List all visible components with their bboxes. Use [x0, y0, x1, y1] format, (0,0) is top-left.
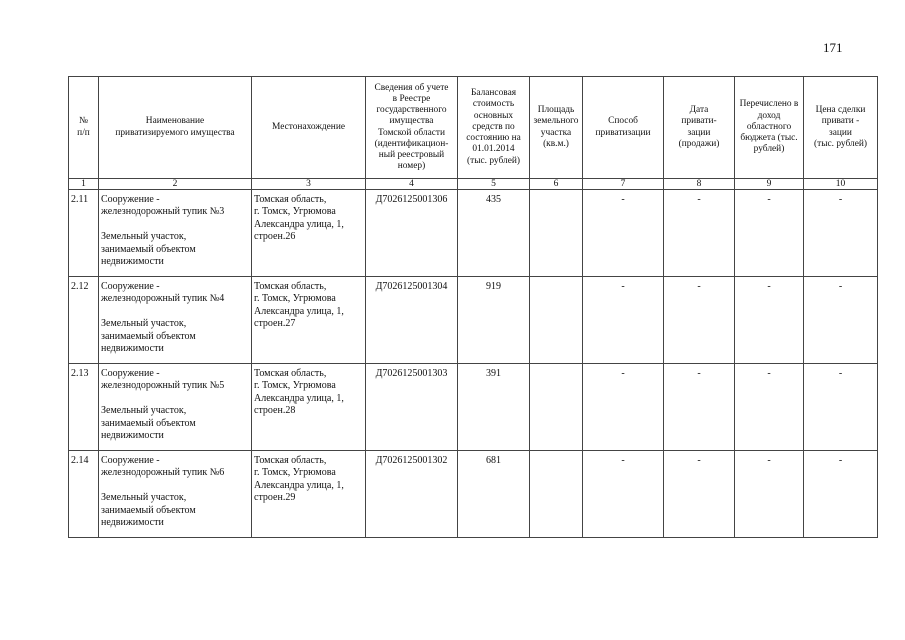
deal-price: - — [804, 277, 878, 364]
header-date: Дата привати- зации (продажи) — [664, 77, 735, 179]
header-transferred: Перечислено в доход областного бюджета (тыс. рублей) — [735, 77, 804, 179]
privatization-date: - — [664, 451, 735, 538]
object-location: Томская область, г. Томск, Угрюмова Александра улица, 1, строен.29 — [252, 451, 366, 538]
column-number: 8 — [664, 179, 735, 190]
registry-number: Д7026125001302 — [366, 451, 458, 538]
row-number: 2.11 — [69, 190, 99, 277]
column-number: 3 — [252, 179, 366, 190]
table-row — [69, 451, 878, 538]
page-number: 171 — [823, 40, 843, 55]
land-area — [530, 190, 583, 277]
header-name: Наименование приватизируемого имущества — [99, 77, 252, 179]
row-number: 2.12 — [69, 277, 99, 364]
land-area — [530, 277, 583, 364]
land-area — [530, 364, 583, 451]
row-number: 2.13 — [69, 364, 99, 451]
row-number: 2.14 — [69, 451, 99, 538]
registry-number: Д7026125001303 — [366, 364, 458, 451]
privatization-method: - — [583, 190, 664, 277]
header-balance: Балансовая стоимость основных средств по состоянию на 01.01.2014 (тыс. рублей) — [458, 77, 530, 179]
column-number: 4 — [366, 179, 458, 190]
table-row — [69, 277, 878, 364]
column-number: 1 — [69, 179, 99, 190]
header-row — [69, 77, 878, 179]
table-row — [69, 364, 878, 451]
privatization-method: - — [583, 451, 664, 538]
transferred-amount: - — [735, 190, 804, 277]
privatization-date: - — [664, 190, 735, 277]
object-name: Сооружение - железнодорожный тупик №4 Земельный участок, занимаемый объектом недвижимости — [99, 277, 252, 364]
registry-number: Д7026125001306 — [366, 190, 458, 277]
object-name: Сооружение - железнодорожный тупик №6 Земельный участок, занимаемый объектом недвижимости — [99, 451, 252, 538]
column-number: 5 — [458, 179, 530, 190]
column-number: 7 — [583, 179, 664, 190]
privatization-method: - — [583, 364, 664, 451]
table-row — [69, 190, 878, 277]
land-area — [530, 451, 583, 538]
registry-number: Д7026125001304 — [366, 277, 458, 364]
privatization-table — [68, 76, 878, 538]
header-registry: Сведения об учете в Реестре государственного имущества Томской области (идентификацион- ный реестровый номер) — [366, 77, 458, 179]
header-location: Местонахождение — [252, 77, 366, 179]
column-number: 9 — [735, 179, 804, 190]
column-number-row — [69, 179, 878, 190]
object-location: Томская область, г. Томск, Угрюмова Александра улица, 1, строен.28 — [252, 364, 366, 451]
deal-price: - — [804, 190, 878, 277]
balance-value: 391 — [458, 364, 530, 451]
column-number: 6 — [530, 179, 583, 190]
deal-price: - — [804, 451, 878, 538]
object-name: Сооружение - железнодорожный тупик №5 Земельный участок, занимаемый объектом недвижимости — [99, 364, 252, 451]
transferred-amount: - — [735, 451, 804, 538]
balance-value: 681 — [458, 451, 530, 538]
object-location: Томская область, г. Томск, Угрюмова Александра улица, 1, строен.26 — [252, 190, 366, 277]
privatization-date: - — [664, 277, 735, 364]
balance-value: 435 — [458, 190, 530, 277]
object-location: Томская область, г. Томск, Угрюмова Александра улица, 1, строен.27 — [252, 277, 366, 364]
privatization-method: - — [583, 277, 664, 364]
privatization-date: - — [664, 364, 735, 451]
object-name: Сооружение - железнодорожный тупик №3 Земельный участок, занимаемый объектом недвижимости — [99, 190, 252, 277]
transferred-amount: - — [735, 277, 804, 364]
balance-value: 919 — [458, 277, 530, 364]
column-number: 2 — [99, 179, 252, 190]
header-price: Цена сделки привати - зации (тыс. рублей) — [804, 77, 878, 179]
header-area: Площадь земельного участка (кв.м.) — [530, 77, 583, 179]
header-num: № п/п — [69, 77, 99, 179]
transferred-amount: - — [735, 364, 804, 451]
column-number: 10 — [804, 179, 878, 190]
deal-price: - — [804, 364, 878, 451]
header-method: Способ приватизации — [583, 77, 664, 179]
